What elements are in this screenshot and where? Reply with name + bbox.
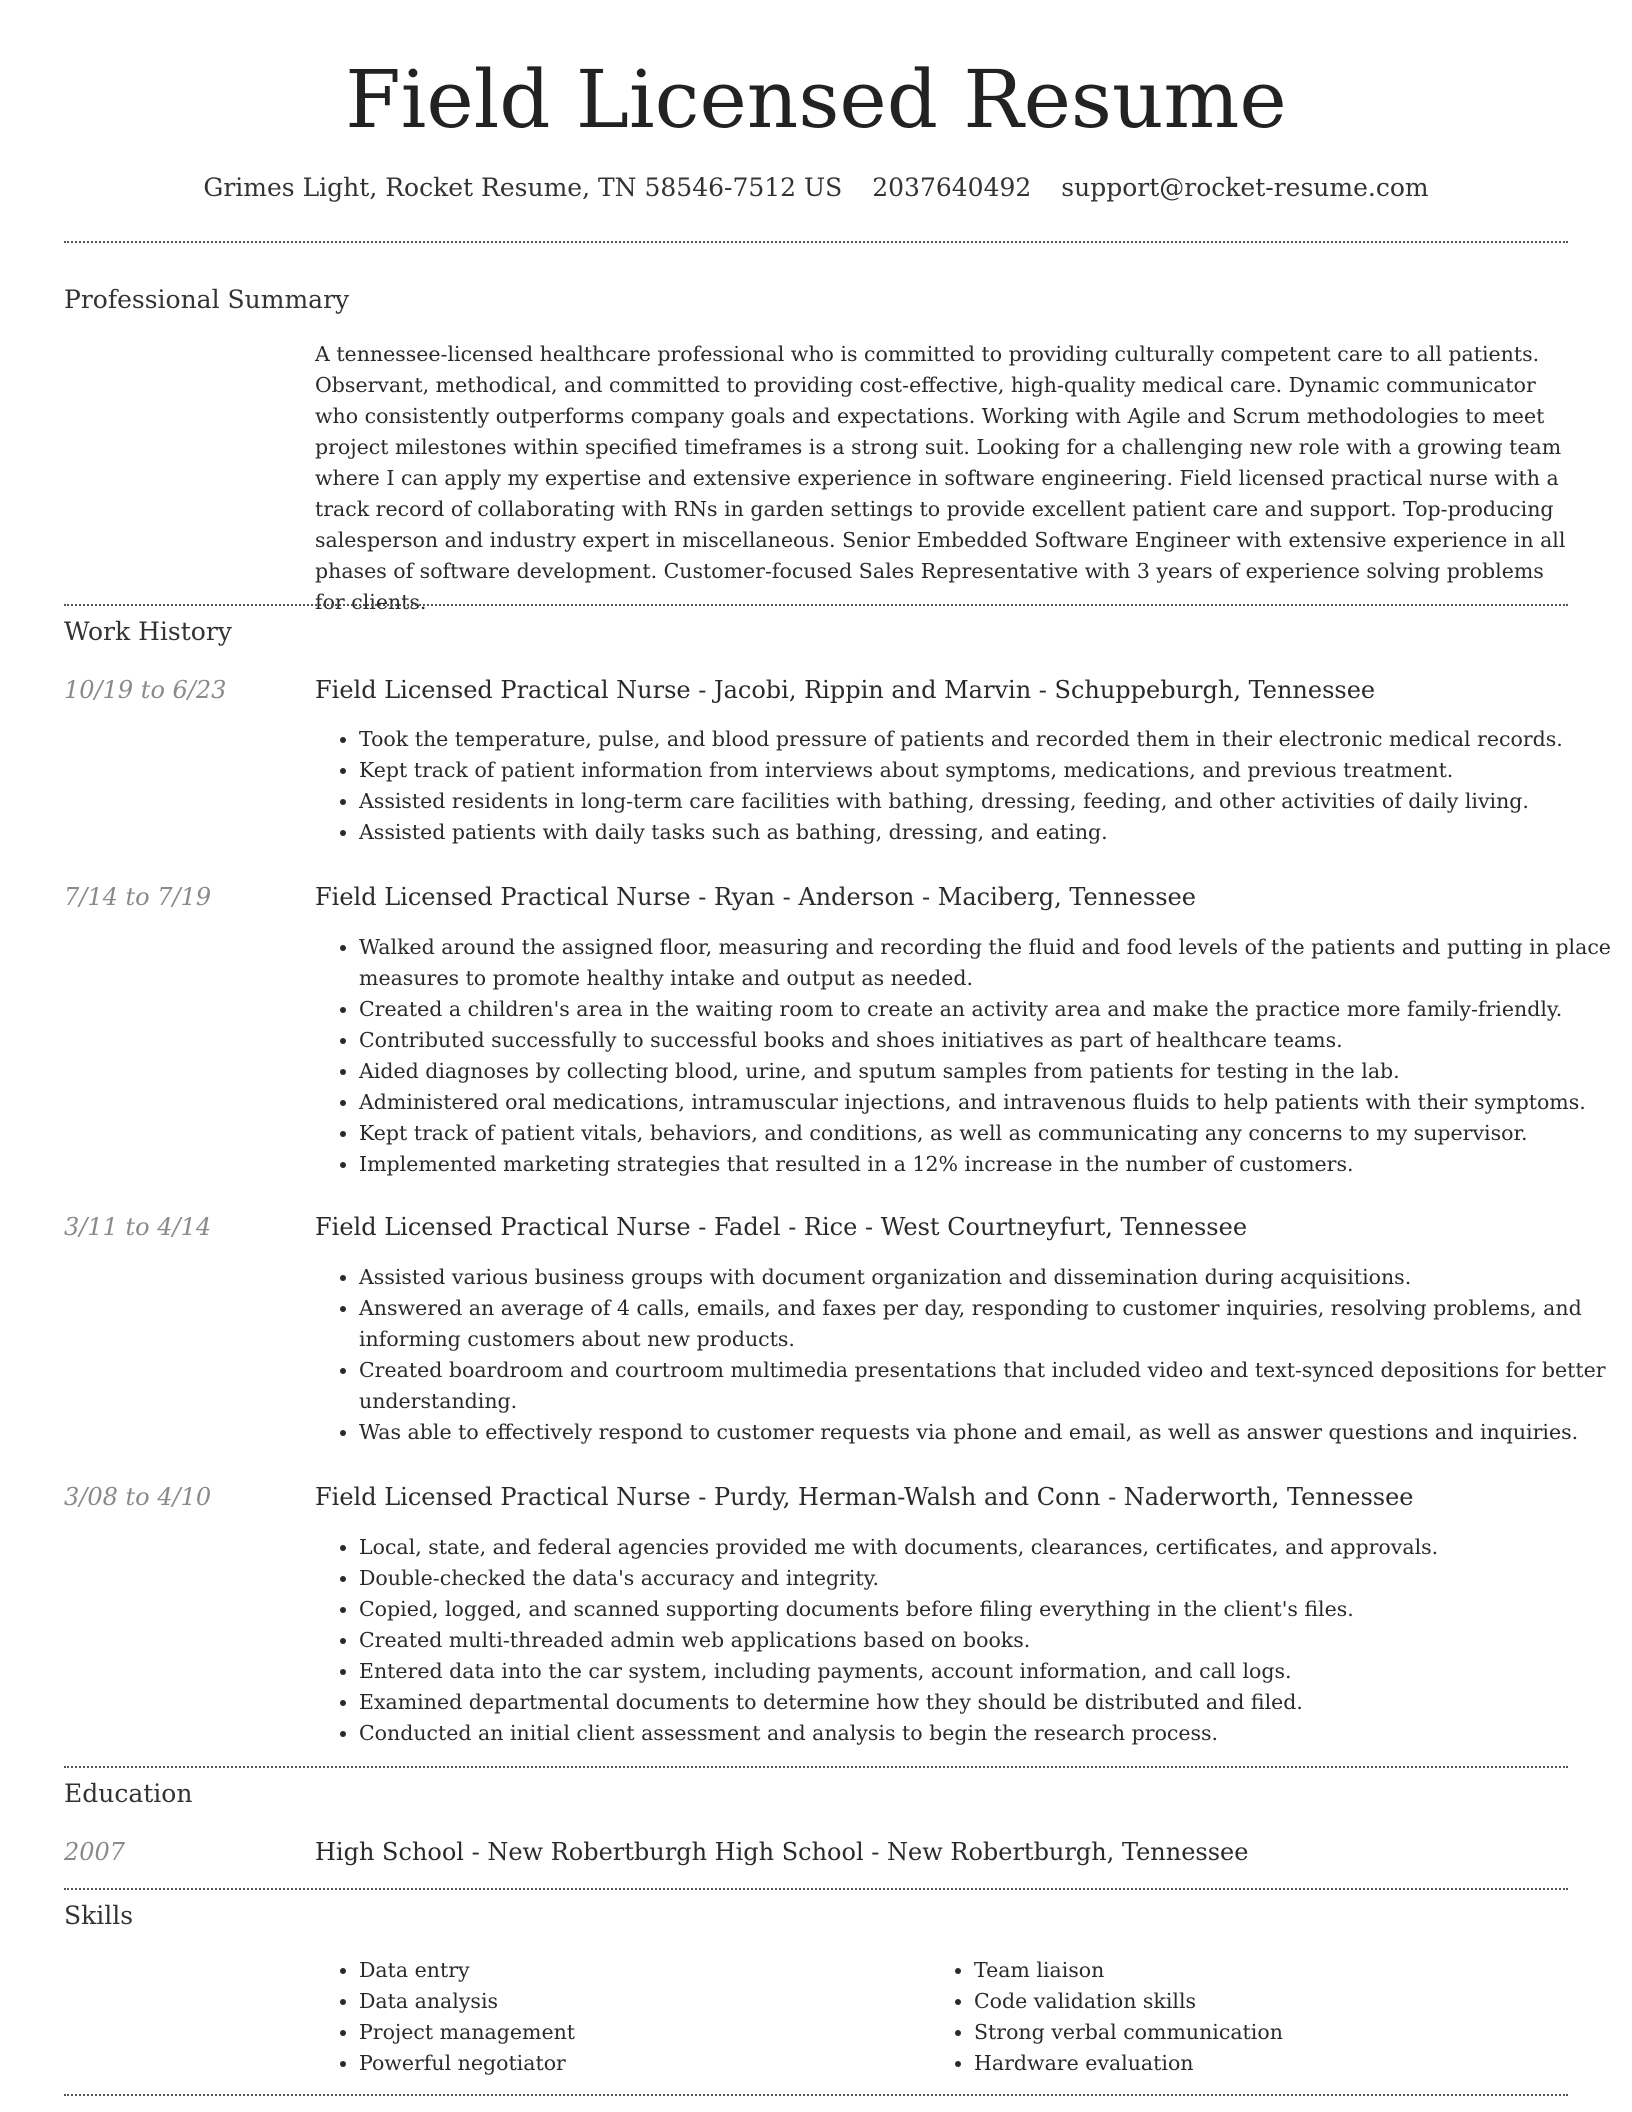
- job-bullet: • Kept track of patient vitals, behaviors, and conditions, as well as communicating any concerns to my supervisor.: [359, 1118, 1619, 1149]
- job-dates: 3/08 to 4/10: [64, 1483, 212, 1511]
- skill-item: • Hardware evaluation: [974, 2048, 1574, 2079]
- skills-heading: Skills: [64, 1901, 134, 1930]
- section-divider: [64, 2094, 1568, 2096]
- job-bullet: • Aided diagnoses by collecting blood, urine, and sputum samples from patients for testing in the lab.: [359, 1056, 1619, 1087]
- education-heading: Education: [64, 1779, 193, 1808]
- job-bullet: • Double-checked the data's accuracy and integrity.: [359, 1563, 1619, 1594]
- education-date: 2007: [64, 1838, 126, 1866]
- job-bullet: • Was able to effectively respond to customer requests via phone and email, as well as answer questions and inquiries.: [359, 1417, 1619, 1448]
- skills-list-left: [315, 1955, 919, 2079]
- job-title: Field Licensed Practical Nurse - Fadel - Rice - West Courtneyfurt, Tennessee: [315, 1213, 1248, 1241]
- job-bullets: [315, 932, 1619, 1180]
- job-bullet: • Implemented marketing strategies that resulted in a 12% increase in the number of customers.: [359, 1149, 1619, 1180]
- job-dates: 10/19 to 6/23: [64, 676, 227, 704]
- job-title: Field Licensed Practical Nurse - Ryan - Anderson - Maciberg, Tennessee: [315, 883, 1196, 911]
- job-bullet: • Contributed successfully to successful books and shoes initiatives as part of healthcare teams.: [359, 1025, 1619, 1056]
- job-bullet: • Conducted an initial client assessment and analysis to begin the research process.: [359, 1718, 1619, 1749]
- job-bullet: • Assisted patients with daily tasks such as bathing, dressing, and eating.: [359, 817, 1619, 848]
- job-bullet: • Created multi-threaded admin web applications based on books.: [359, 1625, 1619, 1656]
- skills-list-right: [930, 1955, 1574, 2079]
- section-divider: [64, 604, 1568, 606]
- job-bullet: • Assisted residents in long-term care facilities with bathing, dressing, feeding, and other activities of daily living.: [359, 786, 1619, 817]
- summary-text: A tennessee-licensed healthcare professional who is committed to providing culturally competent care to all patients. Observant, methodical, and committed to providing cost-effective, high-quality medical care. Dynamic communicator who consistently outperforms company goals and expectations. Working with Agile and Scrum methodologies to meet project milestones within specified timeframes is a strong suit. Looking for a challenging new role with a growing team where I can apply my expertise and extensive experience in software engineering. Field licensed practical nurse with a track record of collaborating with RNs in garden settings to provide excellent patient care and support. Top-producing salesperson and industry expert in miscellaneous. Senior Embedded Software Engineer with extensive experience in all phases of software development. Customer-focused Sales Representative with 3 years of experience solving problems for clients.: [315, 342, 1566, 614]
- contact-line: [0, 170, 1632, 206]
- job-bullets: [315, 724, 1619, 848]
- summary-heading: Professional Summary: [64, 285, 350, 314]
- skill-item: • Project management: [359, 2017, 919, 2048]
- job-dates: 7/14 to 7/19: [64, 883, 212, 911]
- job-title: Field Licensed Practical Nurse - Purdy, Herman-Walsh and Conn - Naderworth, Tennessee: [315, 1483, 1414, 1511]
- job-dates: 3/11 to 4/14: [64, 1213, 212, 1241]
- section-divider: [64, 241, 1568, 243]
- job-title: Field Licensed Practical Nurse - Jacobi, Rippin and Marvin - Schuppeburgh, Tennessee: [315, 676, 1376, 704]
- contact-address: Grimes Light, Rocket Resume, TN 58546-7512 US: [203, 173, 843, 202]
- job-bullet: • Kept track of patient information from interviews about symptoms, medications, and previous treatment.: [359, 755, 1619, 786]
- job-bullet: • Examined departmental documents to determine how they should be distributed and filed.: [359, 1687, 1619, 1718]
- job-bullet: • Answered an average of 4 calls, emails, and faxes per day, responding to customer inquiries, resolving problems, and informing customers about new products.: [359, 1293, 1619, 1355]
- skill-item: • Team liaison: [974, 1955, 1574, 1986]
- job-bullets: [315, 1262, 1619, 1448]
- skill-item: • Strong verbal communication: [974, 2017, 1574, 2048]
- skill-item: • Data analysis: [359, 1986, 919, 2017]
- job-bullet: • Walked around the assigned floor, measuring and recording the fluid and food levels of the patients and putting in place measures to promote healthy intake and output as needed.: [359, 932, 1619, 994]
- skill-item: • Powerful negotiator: [359, 2048, 919, 2079]
- section-divider: [64, 1888, 1568, 1890]
- job-bullets: [315, 1532, 1619, 1749]
- job-bullet: • Created boardroom and courtroom multimedia presentations that included video and text-synced depositions for better understanding.: [359, 1355, 1619, 1417]
- skill-item: • Data entry: [359, 1955, 919, 1986]
- job-bullet: • Local, state, and federal agencies provided me with documents, clearances, certificates, and approvals.: [359, 1532, 1619, 1563]
- resume-name: Field Licensed Resume: [345, 53, 1287, 146]
- contact-phone: 2037640492: [872, 173, 1032, 202]
- job-bullet: • Created a children's area in the waiting room to create an activity area and make the practice more family-friendly.: [359, 994, 1619, 1025]
- skill-item: • Code validation skills: [974, 1986, 1574, 2017]
- job-bullet: • Administered oral medications, intramuscular injections, and intravenous fluids to help patients with their symptoms.: [359, 1087, 1619, 1118]
- work-history-heading: Work History: [64, 617, 232, 646]
- job-bullet: • Assisted various business groups with document organization and dissemination during acquisitions.: [359, 1262, 1619, 1293]
- contact-email: support@rocket-resume.com: [1061, 173, 1429, 202]
- job-bullet: • Copied, logged, and scanned supporting documents before filing everything in the client's files.: [359, 1594, 1619, 1625]
- section-divider: [64, 1766, 1568, 1768]
- education-entry: High School - New Robertburgh High School - New Robertburgh, Tennessee: [315, 1838, 1249, 1866]
- job-bullet: • Entered data into the car system, including payments, account information, and call logs.: [359, 1656, 1619, 1687]
- job-bullet: • Took the temperature, pulse, and blood pressure of patients and recorded them in their electronic medical records.: [359, 724, 1619, 755]
